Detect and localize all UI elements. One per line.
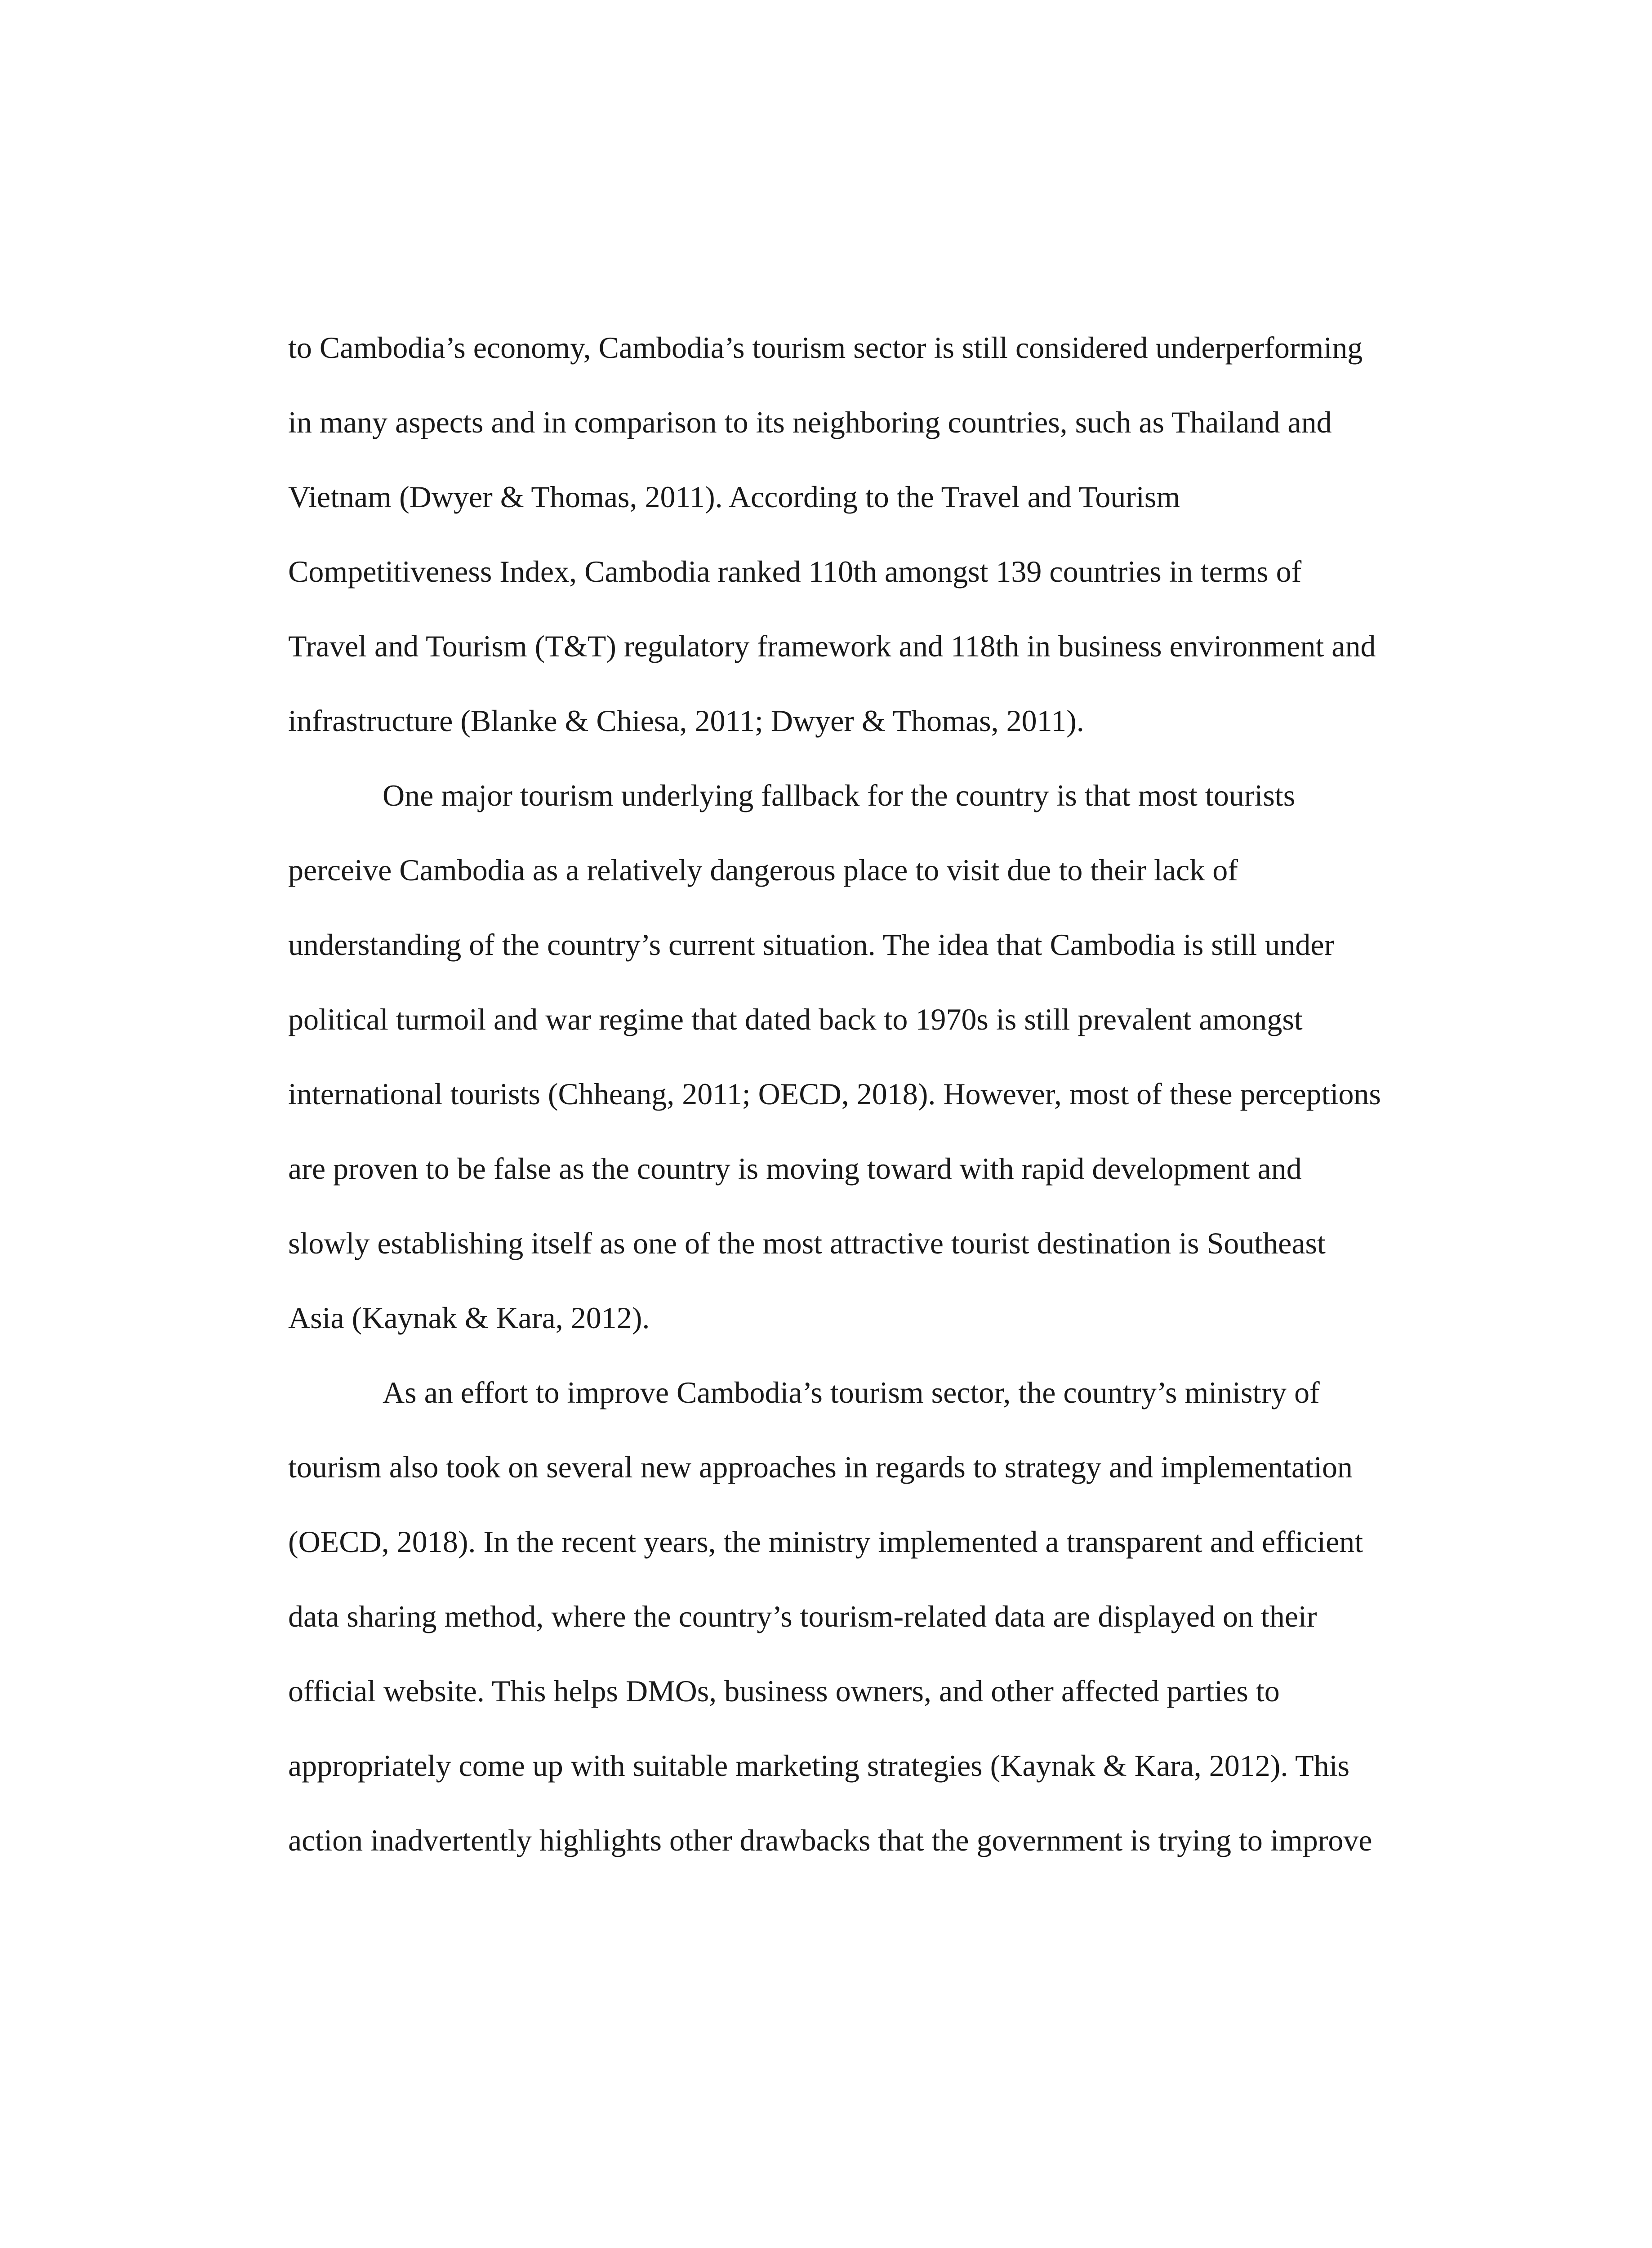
text-line: slowly establishing itself as one of the most attractive tourist destination is Southeast <box>288 1226 1326 1260</box>
text-line: appropriately come up with suitable marketing strategies (Kaynak & Kara, 2012). This <box>288 1748 1350 1783</box>
text-line: Asia (Kaynak & Kara, 2012). <box>288 1301 650 1335</box>
text-line: Competitiveness Index, Cambodia ranked 110th amongst 139 countries in terms of <box>288 554 1302 589</box>
text-line: Travel and Tourism (T&T) regulatory framework and 118th in business environment and <box>288 629 1376 663</box>
text-line: to Cambodia’s economy, Cambodia’s tourism sector is still considered underperforming <box>288 330 1363 365</box>
text-line: official website. This helps DMOs, business owners, and other affected parties to <box>288 1674 1280 1708</box>
text-line: political turmoil and war regime that dated back to 1970s is still prevalent amongst <box>288 1002 1303 1036</box>
body-text <box>288 310 1457 1878</box>
text-line: action inadvertently highlights other drawbacks that the government is trying to improve <box>288 1823 1372 1857</box>
text-line: tourism also took on several new approaches in regards to strategy and implementation <box>288 1450 1353 1484</box>
text-line: in many aspects and in comparison to its neighboring countries, such as Thailand and <box>288 405 1332 439</box>
paragraph-first-line: One major tourism underlying fallback for the country is that most tourists <box>383 778 1296 812</box>
text-line: Vietnam (Dwyer & Thomas, 2011). According to the Travel and Tourism <box>288 480 1180 514</box>
text-line: understanding of the country’s current situation. The idea that Cambodia is still under <box>288 928 1335 962</box>
text-line: perceive Cambodia as a relatively dangerous place to visit due to their lack of <box>288 853 1238 887</box>
text-line: (OECD, 2018). In the recent years, the ministry implemented a transparent and efficient <box>288 1525 1363 1559</box>
text-line: infrastructure (Blanke & Chiesa, 2011; Dwyer & Thomas, 2011). <box>288 704 1084 738</box>
text-line: international tourists (Chheang, 2011; OECD, 2018). However, most of these perceptions <box>288 1077 1381 1111</box>
paragraph-first-line: As an effort to improve Cambodia’s tourism sector, the country’s ministry of <box>383 1375 1320 1409</box>
text-line: data sharing method, where the country’s tourism-related data are displayed on their <box>288 1599 1317 1633</box>
text-line: are proven to be false as the country is moving toward with rapid development and <box>288 1151 1302 1186</box>
